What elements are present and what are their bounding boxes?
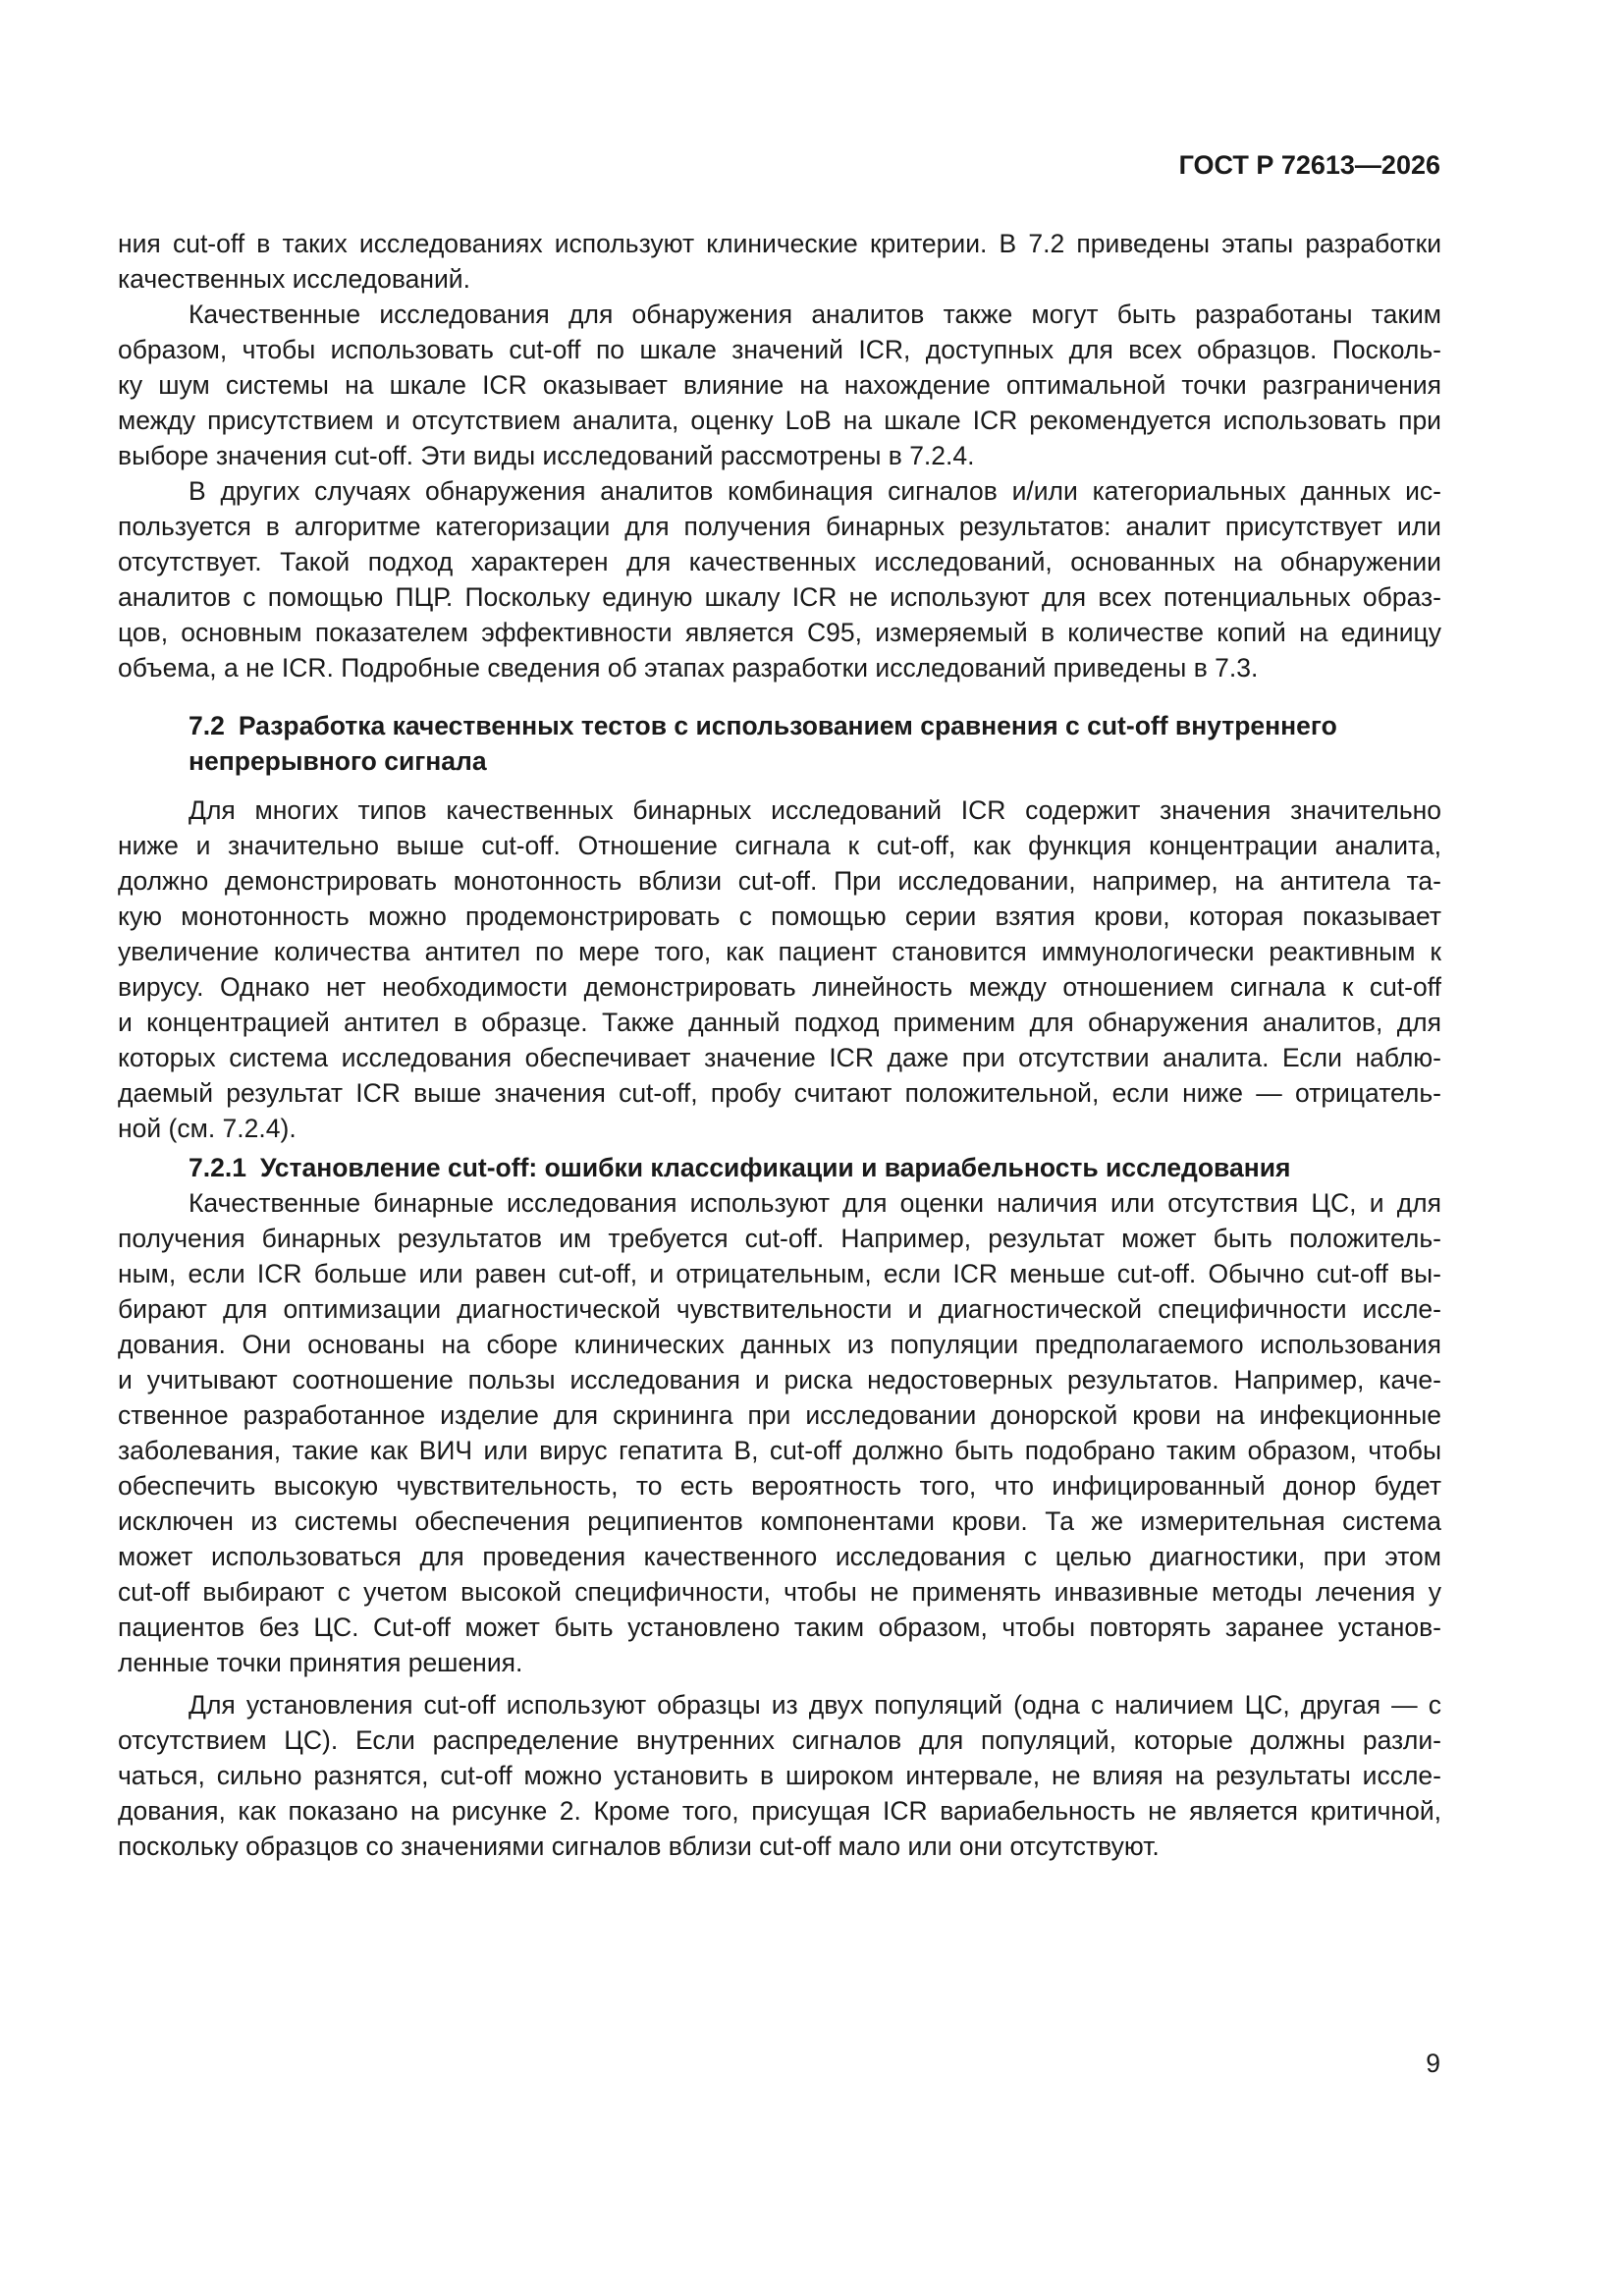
- section-heading: [118, 708, 1441, 779]
- text-line: cut-off выбирают с учетом высокой специфичности, чтобы не применять инвазивные методы лечения у: [118, 1577, 1441, 1607]
- text-line: ленные точки принятия решения.: [118, 1648, 523, 1677]
- text-line: между присутствием и отсутствием аналита, оценку LoB на шкале ICR рекомендуется использовать при: [118, 406, 1441, 435]
- running-header: ГОСТ Р 72613—2026: [1178, 150, 1440, 180]
- text-line: Качественные бинарные исследования используют для оценки наличия или отсутствия ЦС, и для: [189, 1188, 1441, 1218]
- section-heading-line: [189, 1150, 1441, 1185]
- text-line: увеличение количества антител по мере того, как пациент становится иммунологически реактивным к: [118, 937, 1441, 966]
- section-title-continuation: непрерывного сигнала: [189, 746, 487, 776]
- text-line: вирусу. Однако нет необходимости демонстрировать линейность между отношением сигнала к cut-off: [118, 972, 1441, 1002]
- section-heading-line: [189, 708, 1441, 743]
- text-line: дования, как показано на рисунке 2. Кроме того, присущая ICR вариабельность не является критичной,: [118, 1796, 1441, 1826]
- text-line: даемый результат ICR выше значения cut-off, пробу считают положительной, если ниже — отрицатель-: [118, 1078, 1441, 1108]
- text-line: Для установления cut-off используют образцы из двух популяций (одна с наличием ЦС, другая — с: [189, 1690, 1441, 1720]
- text-line: отсутствует. Такой подход характерен для качественных исследований, основанных на обнаружении: [118, 547, 1441, 576]
- text-line: дования. Они основаны на сборе клинических данных из популяции предполагаемого использования: [118, 1330, 1441, 1359]
- text-line: которых система исследования обеспечивает значение ICR даже при отсутствии аналита. Если наблю-: [118, 1043, 1441, 1072]
- text-line: может использоваться для проведения качественного исследования с целью диагностики, при этом: [118, 1542, 1441, 1571]
- text-line: выборе значения cut-off. Эти виды исследований рассмотрены в 7.2.4.: [118, 441, 975, 470]
- text-line: ным, если ICR больше или равен cut-off, и отрицательным, если ICR меньше cut-off. Обычно cut-off вы-: [118, 1259, 1441, 1288]
- text-line: ния cut-off в таких исследованиях используют клинические критерии. В 7.2 приведены этапы разработки: [118, 229, 1441, 258]
- text-line: пользуется в алгоритме категоризации для получения бинарных результатов: аналит присутствует или: [118, 512, 1441, 541]
- text-line: ной (см. 7.2.4).: [118, 1114, 297, 1143]
- paragraph: [118, 1185, 1441, 1680]
- text-line: чаться, сильно разнятся, cut-off можно установить в широком интервале, не влияя на результаты иссле-: [118, 1761, 1441, 1790]
- text-line: исключен из системы обеспечения реципиентов компонентами крови. Та же измерительная система: [118, 1506, 1441, 1536]
- text-line: должно демонстрировать монотонность вблизи cut-off. При исследовании, например, на антитела та-: [118, 866, 1441, 896]
- paragraph: [118, 297, 1441, 473]
- text-line: пациентов без ЦС. Cut-off может быть установлено таким образом, чтобы повторять заранее установ-: [118, 1613, 1441, 1642]
- text-line: поскольку образцов со значениями сигналов вблизи cut-off мало или они отсутствуют.: [118, 1831, 1160, 1861]
- text-line: Для многих типов качественных бинарных исследований ICR содержит значения значительно: [189, 795, 1441, 825]
- text-line: ственное разработанное изделие для скрининга при исследовании донорской крови на инфекционные: [118, 1400, 1441, 1430]
- text-line: аналитов с помощью ПЦР. Поскольку единую шкалу ICR не используют для всех потенциальных образ-: [118, 582, 1441, 612]
- text-line: и концентрацией антител в образце. Также данный подход применим для обнаружения аналитов, для: [118, 1008, 1441, 1037]
- text-line: отсутствием ЦС). Если распределение внутренних сигналов для популяций, которые должны разли-: [118, 1725, 1441, 1755]
- paragraph: [118, 793, 1441, 1146]
- text-line: бирают для оптимизации диагностической чувствительности и диагностической специфичности иссле-: [118, 1294, 1441, 1324]
- text-line: ку шум системы на шкале ICR оказывает влияние на нахождение оптимальной точки разграничения: [118, 370, 1441, 400]
- text-line: В других случаях обнаружения аналитов комбинация сигналов и/или категориальных данных ис-: [189, 476, 1441, 506]
- section-number: 7.2.1: [189, 1153, 246, 1182]
- page-content: [118, 226, 1441, 1864]
- paragraph: [118, 473, 1441, 685]
- text-line: Качественные исследования для обнаружения аналитов также могут быть разработаны таким: [189, 300, 1441, 329]
- text-line: образом, чтобы использовать cut-off по шкале значений ICR, доступных для всех образцов. Посколь-: [118, 335, 1441, 364]
- text-line: качественных исследований.: [118, 264, 470, 294]
- paragraph: [118, 226, 1441, 297]
- subsection-heading: [118, 1150, 1441, 1185]
- paragraph: [118, 1687, 1441, 1864]
- text-line: заболевания, такие как ВИЧ или вирус гепатита В, cut-off должно быть подобрано таким образом, чтобы: [118, 1436, 1441, 1465]
- text-line: получения бинарных результатов им требуется cut-off. Например, результат может быть положитель-: [118, 1224, 1441, 1253]
- section-title: Установление cut-off: ошибки классификации и вариабельность исследования: [259, 1153, 1291, 1182]
- page-number: 9: [1426, 2049, 1440, 2078]
- text-line: объема, а не ICR. Подробные сведения об этапах разработки исследований приведены в 7.3.: [118, 653, 1259, 683]
- text-line: и учитывают соотношение пользы исследования и риска недостоверных результатов. Например, каче-: [118, 1365, 1441, 1394]
- section-number: 7.2: [189, 711, 225, 740]
- text-line: ниже и значительно выше cut-off. Отношение сигнала к cut-off, как функция концентрации аналита,: [118, 831, 1441, 860]
- text-line: кую монотонность можно продемонстрировать с помощью серии взятия крови, которая показывает: [118, 902, 1441, 931]
- section-title: Разработка качественных тестов с использованием сравнения с cut-off внутреннего: [238, 711, 1337, 740]
- text-line: обеспечить высокую чувствительность, то есть вероятность того, что инфицированный донор будет: [118, 1471, 1441, 1501]
- text-line: цов, основным показателем эффективности является C95, измеряемый в количестве копий на единицу: [118, 618, 1441, 647]
